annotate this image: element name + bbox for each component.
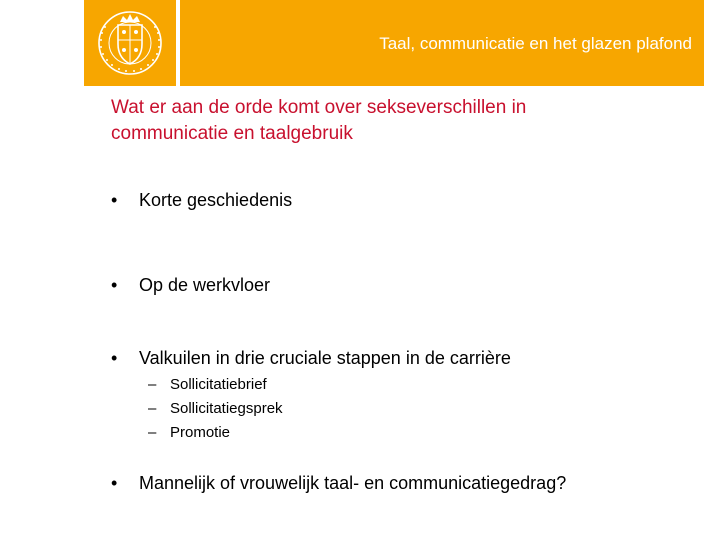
bullet-label: Korte geschiedenis bbox=[139, 190, 293, 210]
bullet-item bbox=[111, 275, 270, 296]
logo bbox=[84, 0, 176, 86]
heading-line-1: Wat er aan de orde komt over sekseverschillen in bbox=[111, 97, 527, 118]
bullet-label: Mannelijk of vrouwelijk taal- en communicatiegedrag? bbox=[139, 473, 567, 493]
sub-item bbox=[148, 424, 230, 441]
bullet-item bbox=[111, 473, 566, 494]
bullet-dot: • bbox=[111, 348, 118, 368]
heading-line-2: communicatie en taalgebruik bbox=[111, 123, 353, 144]
sub-item bbox=[148, 376, 267, 393]
bullet-dot: • bbox=[111, 473, 118, 493]
bullet-dot: • bbox=[111, 190, 118, 210]
sub-label: Promotie bbox=[170, 424, 231, 441]
bullet-label: Valkuilen in drie cruciale stappen in de carrière bbox=[139, 348, 511, 368]
bullet-item bbox=[111, 348, 511, 369]
sub-dash: – bbox=[148, 376, 157, 393]
sub-item bbox=[148, 400, 283, 417]
sub-dash: – bbox=[148, 424, 157, 441]
bullet-item bbox=[111, 190, 292, 211]
bullet-dot: • bbox=[111, 275, 118, 295]
header-title: Taal, communicatie en het glazen plafond bbox=[379, 34, 692, 53]
sub-label: Sollicitatiebrief bbox=[170, 376, 267, 393]
header-band bbox=[180, 0, 704, 86]
slide-heading bbox=[111, 95, 671, 147]
sub-label: Sollicitatiegsprek bbox=[170, 400, 283, 417]
bullet-label: Op de werkvloer bbox=[139, 275, 271, 295]
sub-dash: – bbox=[148, 400, 157, 417]
university-seal-icon bbox=[84, 0, 176, 86]
